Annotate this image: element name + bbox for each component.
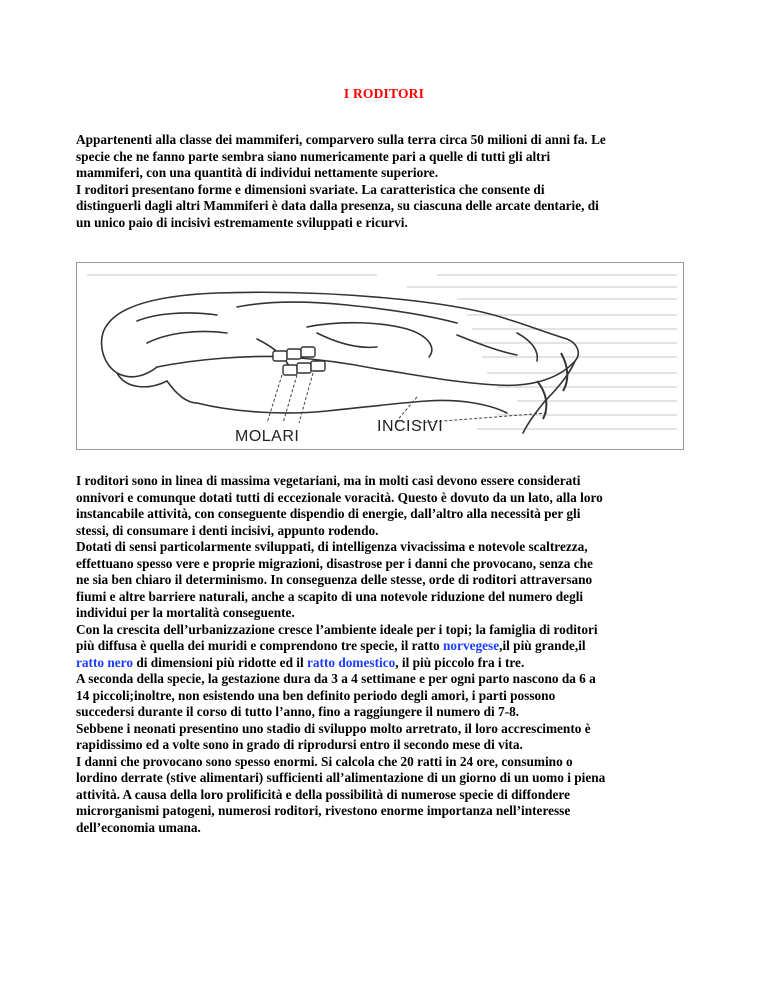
text-line: onnivori e comunque dotati tutti di eccezionale voracità. Questo è dovuto da un lato, alla loro — [76, 489, 603, 505]
text-line: Appartenenti alla classe dei mammiferi, comparvero sulla terra circa 50 milioni di anni fa. Le — [76, 132, 606, 147]
text-line: stessi, di consumare i denti incisivi, appunto rodendo. — [76, 522, 379, 538]
text-line: un unico paio di incisivi estremamente sviluppati e ricurvi. — [76, 214, 408, 230]
text-line: I roditori sono in linea di massima vegetariani, ma in molti casi devono essere considerati — [76, 473, 581, 488]
text-line: specie che ne fanno parte sembra siano numericamente pari a quelle di tutti gli altri — [76, 148, 551, 164]
text-line: I roditori presentano forme e dimensioni svariate. La caratteristica che consente di — [76, 181, 545, 197]
text-line: Dotati di sensi particolarmente sviluppati, di intelligenza vivacissima e notevole scaltrezza, — [76, 539, 588, 554]
text-line: distinguerli dagli altri Mammiferi è data dalla presenza, su ciascuna delle arcate dentarie, di — [76, 198, 599, 213]
text-line: ne sia ben chiaro il determinismo. In conseguenza delle stesse, orde di roditori attraversano — [76, 572, 593, 587]
text-line: microrganismi patogeni, numerosi roditori, rivestono enorme importanza nell’interesse — [76, 803, 571, 818]
rodent-skull-figure — [76, 262, 684, 450]
text-line: A seconda della specie, la gestazione dura da 3 a 4 settimane e per ogni parto nascono da 6 a — [76, 671, 596, 686]
page-title: I RODITORI — [343, 86, 425, 101]
incisivi-label: INCISIVI — [377, 418, 444, 435]
molari-label: MOLARI — [235, 428, 300, 445]
text-segment: di dimensioni più ridotte ed il — [133, 654, 307, 670]
link-ratto-nero[interactable]: ratto nero — [76, 654, 133, 670]
skull-illustration — [77, 263, 683, 449]
text-segment: ,il più grande,il — [499, 638, 586, 653]
text-segment: più diffusa è quella dei muridi e comprendono tre specie, il ratto — [76, 638, 444, 653]
link-norvegese[interactable]: norvegese — [443, 638, 500, 653]
text-line: fiumi e altre barriere naturali, anche a scapito di una notevole riduzione del numero degli — [76, 588, 584, 604]
text-line: instancabile attività, con conseguente dispendio di energie, dall’altro alla necessità per gli — [76, 506, 581, 521]
text-line: attività. A causa della loro prolificità e della possibilità di numerose specie di diffondere — [76, 786, 570, 802]
text-line — [76, 638, 696, 655]
text-line: rapidissimo ed a volte sono in grado di riprodursi entro il secondo mese di vita. — [76, 737, 523, 752]
text-segment: , il più piccolo fra i tre. — [395, 654, 525, 670]
text-line: 14 piccoli;inoltre, non esistendo una ben definito periodo degli amori, i parti possono — [76, 687, 556, 703]
text-line: Con la crescita dell’urbanizzazione cresce l’ambiente ideale per i topi; la famiglia di roditori — [76, 621, 598, 637]
text-line — [76, 655, 696, 672]
intro-paragraph — [76, 132, 696, 231]
text-line: effettuano spesso vere e proprie migrazioni, disastrose per i danni che provocano, senza che — [76, 555, 593, 571]
text-line: dell’economia umana. — [76, 819, 201, 835]
text-line: mammiferi, con una quantità di individui nettamente superiore. — [76, 165, 439, 180]
link-ratto-domestico[interactable]: ratto domestico — [307, 654, 396, 670]
body-paragraph — [76, 473, 696, 836]
text-line: succedersi durante il corso di tutto l’anno, fino a raggiungere il numero di 7-8. — [76, 704, 520, 719]
text-line: Sebbene i neonati presentino uno stadio di sviluppo molto arretrato, il loro accrescimento è — [76, 720, 591, 736]
text-line: lordino derrate (stive alimentari) sufficienti all’alimentazione di un giorno di un uomo i piena — [76, 770, 606, 785]
text-line: I danni che provocano sono spesso enormi. Si calcola che 20 ratti in 24 ore, consumino o — [76, 753, 573, 769]
text-line: individui per la mortalità conseguente. — [76, 605, 295, 620]
